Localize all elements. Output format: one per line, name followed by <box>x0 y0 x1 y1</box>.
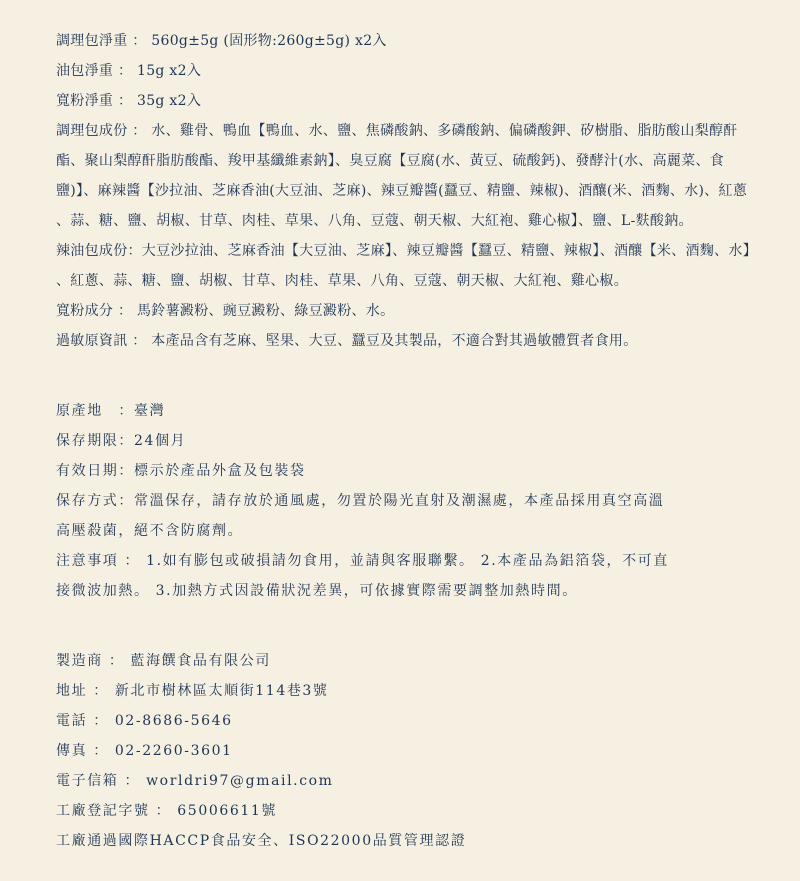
product-info-document <box>56 26 776 856</box>
ingredients-section <box>56 26 776 356</box>
allergen-info: 過敏原資訊 ： 本產品含有芝麻、堅果、大豆、蠶豆及其製品，不適合對其過敏體質者食用。 <box>56 333 638 349</box>
email: 電子信箱 ： worldri97@gmail.com <box>56 773 334 789</box>
section-spacer <box>56 606 776 646</box>
fax: 傳真 ： 02-2260-3601 <box>56 743 233 759</box>
pack-ingredients-line-2: 酯、聚山梨醇酐脂肪酸酯、羧甲基纖維素鈉】、臭豆腐【豆腐(水、黃豆、硫酸鈣)、發酵汁(水、高麗菜、食 <box>56 153 725 169</box>
oil-ingredients-line-2: 、紅蔥、蒜、糖、鹽、胡椒、甘草、肉桂、草果、八角、豆蔻、朝天椒、大紅袍、雞心椒。 <box>56 273 628 289</box>
shelf-life: 保存期限：24個月 <box>56 433 187 449</box>
origin: 原產地 ：臺灣 <box>56 403 166 419</box>
oil-pack-net-weight: 油包淨重 ： 15g x2入 <box>56 63 202 79</box>
pack-ingredients-line-1: 調理包成份 ： 水、雞骨、鴨血【鴨血、水、鹽、焦磷酸鈉、多磷酸鈉、偏磷酸鉀、矽樹脂、脂肪酸山梨醇酐 <box>56 123 738 139</box>
storage-method-line-2: 高壓殺菌，絕不含防腐劑。 <box>56 523 244 539</box>
oil-ingredients-line-1: 辣油包成份：大豆沙拉油、芝麻香油【大豆油、芝麻】、辣豆瓣醬【蠶豆、精鹽、辣椒】、酒釀【米、酒麴、水】 <box>56 243 757 259</box>
pack-net-weight: 調理包淨重 ： 560g±5g (固形物:260g±5g) x2入 <box>56 33 387 49</box>
storage-section <box>56 396 776 606</box>
notes-line-1: 注意事項 ： 1.如有膨包或破損請勿食用，並請與客服聯繫。 2.本產品為鋁箔袋，不可直 <box>56 553 669 569</box>
manufacturer: 製造商 ： 藍海饌食品有限公司 <box>56 653 271 669</box>
certification: 工廠通過國際HACCP食品安全、ISO22000品質管理認證 <box>56 833 467 849</box>
address: 地址 ： 新北市樹林區太順街114巷3號 <box>56 683 329 699</box>
notes-line-2: 接微波加熱。 3.加熱方式因設備狀況差異，可依據實際需要調整加熱時間。 <box>56 583 578 599</box>
storage-method-line-1: 保存方式：常溫保存，請存放於通風處，勿置於陽光直射及潮濕處，本產品採用真空高溫 <box>56 493 665 509</box>
noodle-ingredients: 寬粉成分 ： 馬鈴薯澱粉、豌豆澱粉、綠豆澱粉、水。 <box>56 303 395 319</box>
pack-ingredients-line-4: 、蒜、糖、鹽、胡椒、甘草、肉桂、草果、八角、豆蔻、朝天椒、大紅袍、雞心椒】、鹽、L-麩酸鈉。 <box>56 213 693 229</box>
factory-registration: 工廠登記字號 ： 65006611號 <box>56 803 277 819</box>
noodle-net-weight: 寬粉淨重 ： 35g x2入 <box>56 93 202 109</box>
pack-ingredients-line-3: 鹽)】、麻辣醬【沙拉油、芝麻香油(大豆油、芝麻)、辣豆瓣醬(蠶豆、精鹽、辣椒)、酒釀(米、酒麴、水)、紅蔥 <box>56 183 748 199</box>
company-section <box>56 646 776 856</box>
expiry-date: 有效日期：標示於產品外盒及包裝袋 <box>56 463 306 479</box>
section-spacer <box>56 356 776 396</box>
phone: 電話 ： 02-8686-5646 <box>56 713 233 729</box>
